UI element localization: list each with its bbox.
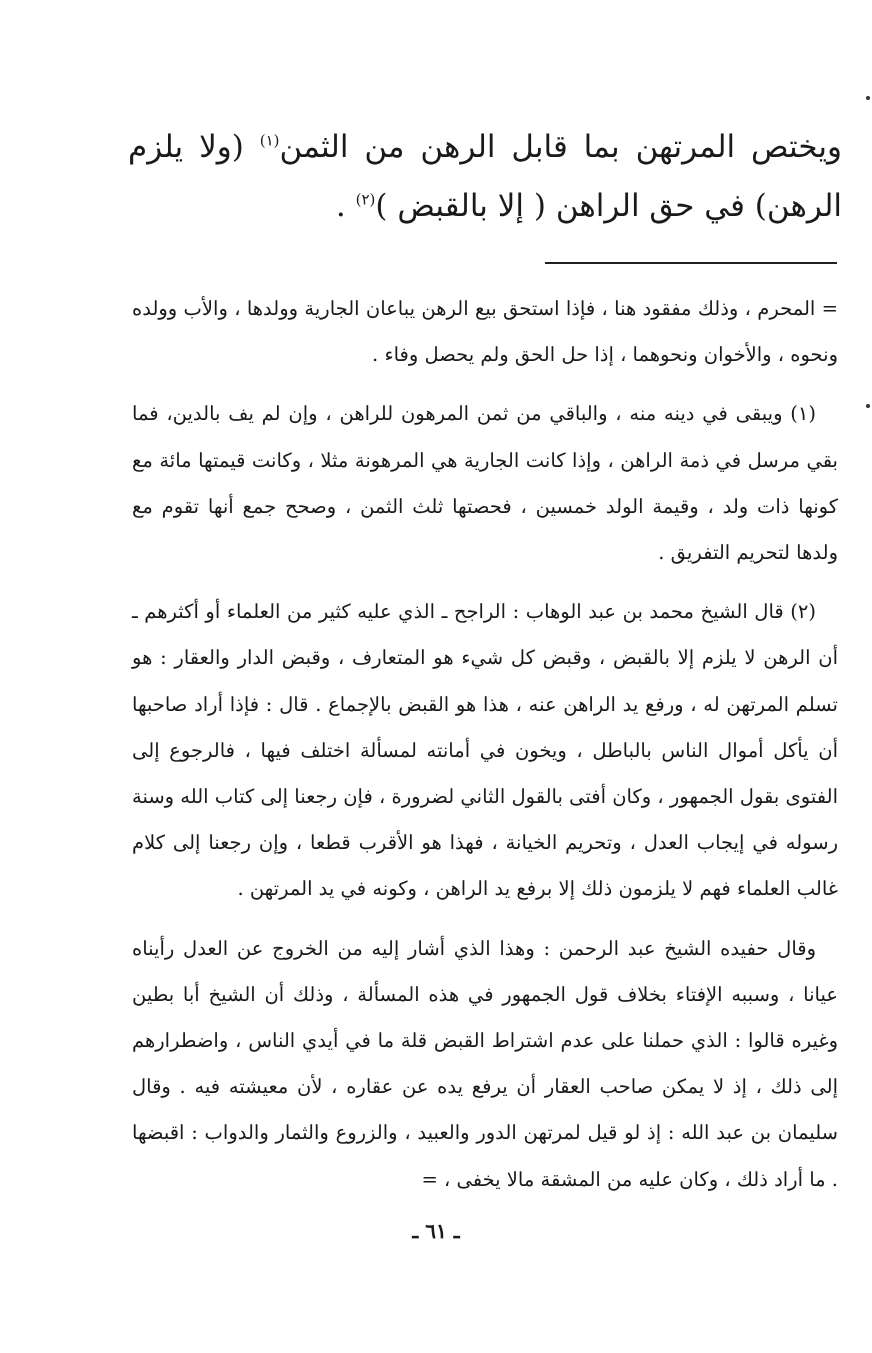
footnote-ref-1: (١): [259, 131, 280, 150]
page-number: ـ ٦١ ـ: [412, 1219, 460, 1243]
main-text-part-3: .: [335, 188, 356, 224]
footnote-1: (١) ويبقى في دينه منه ، والباقي من ثمن المرهون للراهن ، وإن لم يف بالدين، فما بقي مرسل في ذمة الراهن ، وإذا كانت الجارية هي المرهونة مثلا ، وكانت قيمتها مائة مع كونها ذات ولد ، وقيمة الولد خمسين ، فحصتها ثلث الثمن ، وصحح جمع أنها تقوم مع ولدها لتحريم التفريق .: [132, 402, 838, 565]
main-text-part-1: ويختص المرتهن بما قابل الرهن من الثمن: [279, 129, 842, 165]
margin-mark: [866, 404, 870, 408]
main-text-part-2: (ولا يلزم الرهن) في حق الراهن ( إلا بالقبض ): [128, 129, 842, 224]
footnotes: [132, 286, 838, 1203]
footnote-separator: [545, 262, 837, 264]
margin-mark: [866, 96, 870, 100]
footnote-2: (٢) قال الشيخ محمد بن عبد الوهاب : الراجح ـ الذي عليه كثير من العلماء أو أكثرهم ـ أن الرهن لا يلزم إلا بالقبض ، وقبض كل شيء هو المتعارف ، وقبض الدار والعقار : هو تسلم المرتهن له ، ورفع يد الراهن عنه ، هذا هو القبض بالإجماع . قال : فإذا أراد صاحبها أن يأكل أموال الناس بالباطل ، ويخون في أمانته لمسألة اختلف فيها ، فالرجوع إلى الفتوى بقول الجمهور ، وكان أفتى بالقول الثاني لضرورة ، فإن رجعنا إلى كتاب الله وسنة رسوله في إيجاب العدل ، وتحريم الخيانة ، فهذا هو الأقرب قطعا ، وإن رجعنا إلى كلام غالب العلماء فهم لا يلزمون ذلك إلا برفع يد الراهن ، وكونه في يد المرتهن .: [132, 600, 838, 901]
main-text: [128, 118, 842, 236]
footnote-2-continued: وقال حفيده الشيخ عبد الرحمن : وهذا الذي أشار إليه من الخروج عن العدل رأيناه عيانا ، وسببه الإفتاء بخلاف قول الجمهور في هذه المسألة ، وذلك أن الشيخ أبا بطين وغيره قالوا : الذي حملنا على عدم اشتراط القبض قلة ما في أيدي الناس ، واضطرارهم إلى ذلك ، إذ لا يمكن صاحب العقار أن يرفع يده عن عقاره ، لأن معيشته فيه . وقال سليمان بن عبد الله : إذ لو قيل لمرتهن الدور والعبيد ، والزروع والثمار والدواب : اقبضها . ما أراد ذلك ، وكان عليه من المشقة مالا يخفى ، =: [132, 936, 838, 1191]
footnote-continuation: = المحرم ، وذلك مفقود هنا ، فإذا استحق بيع الرهن يباعان الجارية وولدها ، والأب وولده ونحوه ، والأخوان ونحوهما ، إذا حل الحق ولم يحصل وفاء .: [132, 297, 838, 367]
footnote-ref-2: (٢): [355, 190, 376, 209]
